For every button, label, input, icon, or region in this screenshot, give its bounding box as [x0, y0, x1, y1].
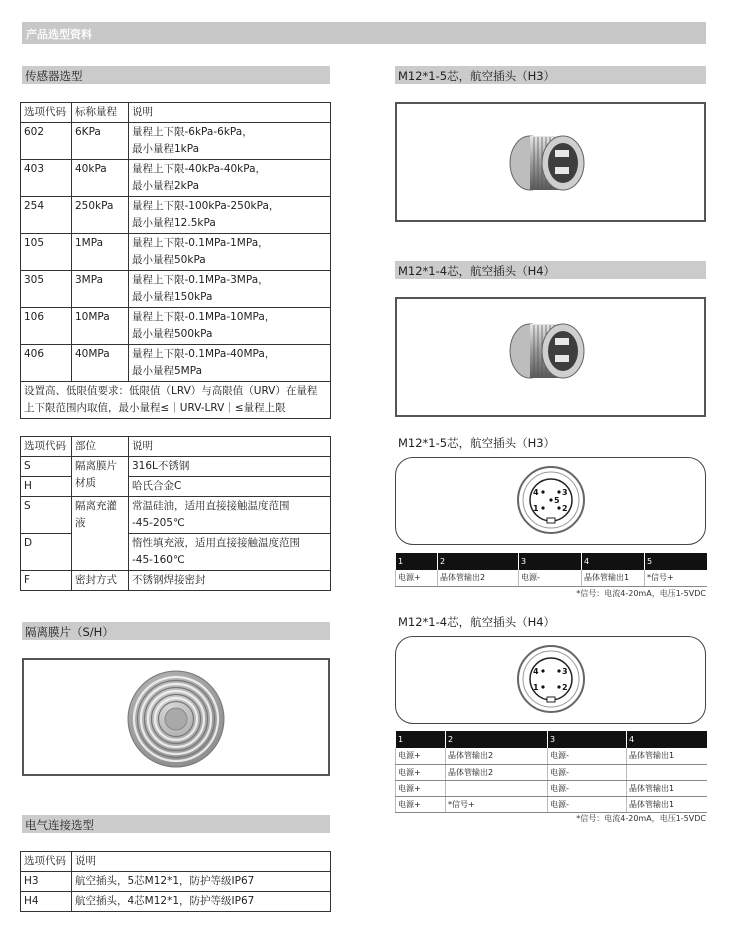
electrical-section-title: 电气连接选型 [25, 818, 94, 832]
table-row [21, 308, 331, 345]
pin-label: 3 [562, 488, 568, 497]
column-header: 4 [582, 553, 645, 570]
range-cell: 3MPa [72, 271, 129, 308]
column-header: 选项代码 [21, 103, 72, 123]
table-row [21, 872, 331, 892]
pin-label: 4 [533, 667, 539, 676]
pin-cell: 晶体管输出1 [627, 796, 707, 812]
sensor-section-header [22, 66, 330, 84]
desc-cell: 常温硅油，适用直接接触温度范围 -45-205℃ [129, 497, 331, 534]
pin-cell: 电源- [548, 748, 627, 764]
table-row [21, 892, 331, 912]
pin-label: 1 [533, 683, 539, 692]
h3-signal-note: *信号：电流4-20mA，电压1-5VDC [576, 589, 706, 598]
table-row [21, 457, 331, 477]
header-bar [22, 22, 706, 44]
h4-pin-diagram [396, 637, 704, 722]
h3-photo-title: M12*1-5芯，航空插头（H3） [398, 69, 556, 83]
h3-photo-section-header [395, 66, 706, 84]
table-header-row [21, 852, 331, 872]
table-row [21, 271, 331, 308]
code-cell: H3 [21, 872, 72, 892]
h3-pin-diagram-frame [395, 457, 706, 545]
range-setting-note: 设置高、低限值要求：低限值（LRV）与高限值（URV）在量程上下限范围内取值，最小量程≤｜URV-LRV｜≤量程上限 [21, 382, 331, 419]
column-header: 3 [548, 731, 627, 748]
h3-connector-image-frame [395, 102, 706, 222]
table-row [396, 780, 707, 796]
column-header: 2 [446, 731, 548, 748]
code-cell: 305 [21, 271, 72, 308]
table-row [21, 534, 331, 571]
desc-cell: 航空插头，4芯M12*1，防护等级IP67 [72, 892, 331, 912]
part-cell: 密封方式 [72, 571, 129, 591]
pin-label: 3 [562, 667, 568, 676]
desc-cell: 量程上下限-0.1MPa-3MPa， 最小量程150kPa [129, 271, 331, 308]
table-row [396, 570, 707, 586]
desc-cell: 量程上下限-40kPa-40kPa， 最小量程2kPa [129, 160, 331, 197]
h3-pin-diagram [396, 458, 704, 543]
h4-connector-image [397, 299, 704, 415]
diaphragm-section-header [22, 622, 330, 640]
table-header-row [21, 437, 331, 457]
column-header: 选项代码 [21, 437, 72, 457]
column-header: 3 [519, 553, 582, 570]
code-cell: 403 [21, 160, 72, 197]
pin-cell: 晶体管输出1 [627, 780, 707, 796]
table-row [396, 748, 707, 764]
table-row [21, 197, 331, 234]
sensor-section-title: 传感器选型 [25, 69, 83, 83]
table-row [21, 345, 331, 382]
column-header: 说明 [129, 103, 331, 123]
diaphragm-image [24, 660, 328, 774]
part-cell: 隔离充灌液 [72, 497, 129, 571]
h4-connector-image-frame [395, 297, 706, 417]
diaphragm-image-frame [22, 658, 330, 776]
column-header: 5 [645, 553, 707, 570]
table-header-row [21, 103, 331, 123]
column-header: 2 [438, 553, 519, 570]
desc-cell: 量程上下限-0.1MPa-40MPa， 最小量程5MPa [129, 345, 331, 382]
pin-cell: 晶体管输出2 [446, 764, 548, 780]
desc-cell: 量程上下限-6kPa-6kPa， 最小量程1kPa [129, 123, 331, 160]
desc-cell: 哈氏合金C [129, 477, 331, 497]
pin-cell: *信号+ [645, 570, 707, 586]
desc-cell: 惰性填充液，适用直接接触温度范围 -45-160℃ [129, 534, 331, 571]
h4-signal-note: *信号：电流4-20mA，电压1-5VDC [576, 814, 706, 823]
code-cell: 602 [21, 123, 72, 160]
column-header: 说明 [129, 437, 331, 457]
range-cell: 1MPa [72, 234, 129, 271]
code-cell: 406 [21, 345, 72, 382]
pin-cell: 电源- [548, 796, 627, 812]
h3-pin-title: M12*1-5芯，航空插头（H3） [398, 436, 556, 450]
h4-photo-title: M12*1-4芯，航空插头（H4） [398, 264, 556, 278]
table-row [396, 796, 707, 812]
diaphragm-section-title: 隔离膜片（S/H） [25, 625, 114, 639]
code-cell: H [21, 477, 72, 497]
range-cell: 40MPa [72, 345, 129, 382]
table-row [21, 234, 331, 271]
h4-pin-title: M12*1-4芯，航空插头（H4） [398, 615, 556, 629]
range-cell: 40kPa [72, 160, 129, 197]
desc-cell: 量程上下限-100kPa-250kPa， 最小量程12.5kPa [129, 197, 331, 234]
table-row [21, 497, 331, 534]
h3-connector-image [397, 104, 704, 220]
code-cell: 106 [21, 308, 72, 345]
material-table [20, 436, 331, 591]
pin-label: 5 [554, 496, 560, 505]
pin-cell: 晶体管输出1 [582, 570, 645, 586]
pin-cell: 电源+ [396, 570, 438, 586]
table-row [21, 571, 331, 591]
desc-cell: 316L不锈钢 [129, 457, 331, 477]
pin-cell: 电源- [519, 570, 582, 586]
page-title: 产品选型资料 [26, 28, 92, 41]
pin-label: 4 [533, 488, 539, 497]
range-cell: 6KPa [72, 123, 129, 160]
table-row [21, 160, 331, 197]
table-note-row [21, 382, 331, 419]
pin-cell [446, 780, 548, 796]
desc-cell: 不锈钢焊接密封 [129, 571, 331, 591]
table-header-row [396, 553, 707, 570]
column-header: 选项代码 [21, 852, 72, 872]
code-cell: S [21, 457, 72, 477]
column-header: 1 [396, 731, 446, 748]
code-cell: 254 [21, 197, 72, 234]
code-cell: F [21, 571, 72, 591]
pin-cell: 晶体管输出2 [438, 570, 519, 586]
pin-cell: 电源- [548, 780, 627, 796]
pin-cell: 电源- [548, 764, 627, 780]
electrical-table [20, 851, 331, 912]
pin-cell: 电源+ [396, 780, 446, 796]
column-header: 标称量程 [72, 103, 129, 123]
pin-cell: *信号+ [446, 796, 548, 812]
column-header: 1 [396, 553, 438, 570]
h4-photo-section-header [395, 261, 706, 279]
desc-cell: 量程上下限-0.1MPa-1MPa， 最小量程50kPa [129, 234, 331, 271]
range-cell: 250kPa [72, 197, 129, 234]
desc-cell: 量程上下限-0.1MPa-10MPa， 最小量程500kPa [129, 308, 331, 345]
code-cell: S [21, 497, 72, 534]
desc-cell: 航空插头，5芯M12*1，防护等级IP67 [72, 872, 331, 892]
pin-cell: 晶体管输出2 [446, 748, 548, 764]
code-cell: 105 [21, 234, 72, 271]
table-row [21, 477, 331, 497]
pin-label: 2 [562, 504, 568, 513]
code-cell: D [21, 534, 72, 571]
pin-cell: 电源+ [396, 764, 446, 780]
range-cell: 10MPa [72, 308, 129, 345]
column-header: 4 [627, 731, 707, 748]
pin-label: 1 [533, 504, 539, 513]
pin-cell [627, 764, 707, 780]
h3-pin-table [395, 553, 707, 587]
h4-pin-table [395, 731, 707, 813]
pin-label: 2 [562, 683, 568, 692]
pin-cell: 电源+ [396, 748, 446, 764]
pin-cell: 电源+ [396, 796, 446, 812]
table-row [396, 764, 707, 780]
pin-cell: 晶体管输出1 [627, 748, 707, 764]
table-row [21, 123, 331, 160]
column-header: 部位 [72, 437, 129, 457]
table-header-row [396, 731, 707, 748]
part-cell: 隔离膜片材质 [72, 457, 129, 497]
h4-pin-diagram-frame [395, 636, 706, 724]
column-header: 说明 [72, 852, 331, 872]
code-cell: H4 [21, 892, 72, 912]
sensor-table [20, 102, 331, 419]
electrical-section-header [22, 815, 330, 833]
